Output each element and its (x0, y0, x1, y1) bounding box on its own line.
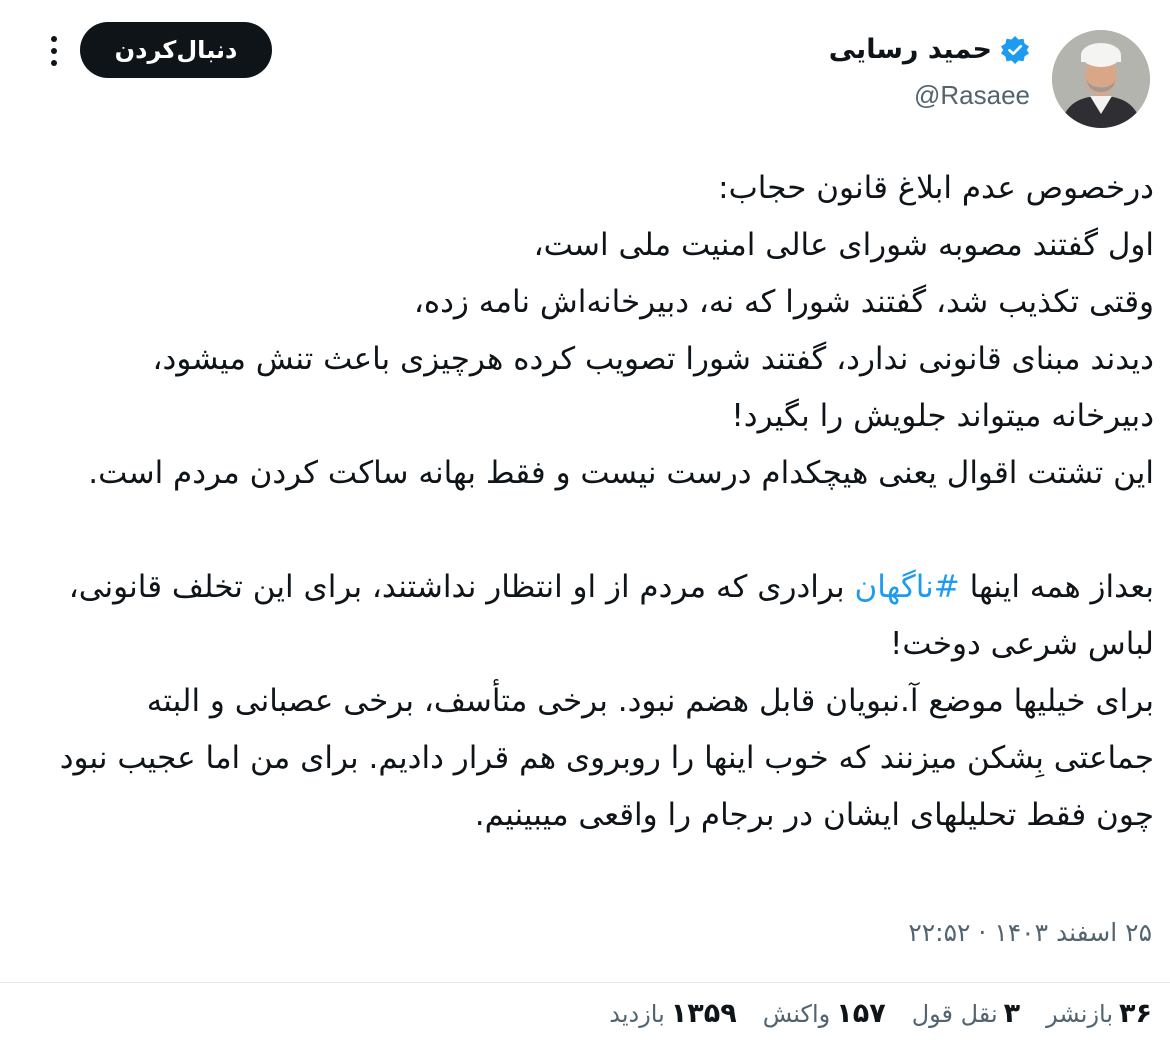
post-stats (609, 998, 1152, 1029)
reactions-label: واکنش (762, 1000, 831, 1028)
quotes-count: ۳ (1003, 998, 1021, 1029)
post-line: دیدند مبنای قانونی ندارد، گفتند شورا تصویب کرده هرچیزی باعث تنش میشود، دبیرخانه میتواند جلویش را بگیرد! (152, 341, 1154, 434)
follow-button[interactable]: دنبال‌کردن (80, 22, 272, 78)
post-line (44, 559, 1154, 673)
reposts-stat[interactable] (1046, 998, 1152, 1029)
post-line: برای خیلیها موضع آ.نبویان قابل هضم نبود. برخی متأسف، برخی عصبانی و البته جماعتی بِشکن میزنند که خوب اینها را روبروی هم قرار دادیم. برای من اما عجیب نبود چون فقط تحلیلهای ایشان در برجام را واقعی میبینیم. (59, 683, 1154, 833)
more-vertical-icon[interactable] (44, 34, 64, 68)
reposts-count: ۳۶ (1119, 998, 1152, 1029)
reposts-label: بازنشر (1046, 1000, 1114, 1028)
post-text-segment: برادری که مردم از او انتظار نداشتند، برای این تخلف قانونی، لباس شرعی دوخت! (68, 569, 1154, 662)
verified-badge-icon (1000, 35, 1030, 65)
views-count: ۱۳۵۹ (670, 998, 737, 1029)
post-header (0, 0, 1170, 150)
author-name[interactable]: حمید رسایی (828, 34, 992, 65)
quotes-label: نقل قول (911, 1000, 998, 1028)
avatar-portrait-icon (1052, 30, 1150, 128)
views-label: بازدید (609, 1000, 665, 1028)
avatar[interactable] (1052, 30, 1150, 128)
reactions-count: ۱۵۷ (836, 998, 886, 1029)
reactions-stat[interactable] (763, 998, 886, 1029)
paragraph-gap (44, 502, 1154, 559)
author-name-row (829, 34, 1030, 65)
post-line: اول گفتند مصوبه شورای عالی امنیت ملی است، (533, 227, 1154, 263)
post-text-segment: بعداز همه اینها (959, 569, 1154, 605)
hashtag-link[interactable]: #ناگهان (854, 569, 960, 605)
views-stat[interactable] (609, 998, 736, 1029)
post-timestamp[interactable]: ۲۵ اسفند ۱۴۰۳ · ۲۲:۵۲ (908, 918, 1152, 947)
author-handle[interactable]: @Rasaee (913, 80, 1030, 110)
post-text (44, 160, 1154, 844)
divider (0, 982, 1170, 983)
post-line: وقتی تکذیب شد، گفتند شورا که نه، دبیرخانه‌اش نامه زده، (413, 284, 1154, 320)
post-line: درخصوص عدم ابلاغ قانون حجاب: (718, 170, 1154, 206)
post-line: این تشتت اقوال یعنی هیچکدام درست نیست و فقط بهانه ساکت کردن مردم است. (88, 455, 1154, 491)
quotes-stat[interactable] (912, 998, 1020, 1029)
